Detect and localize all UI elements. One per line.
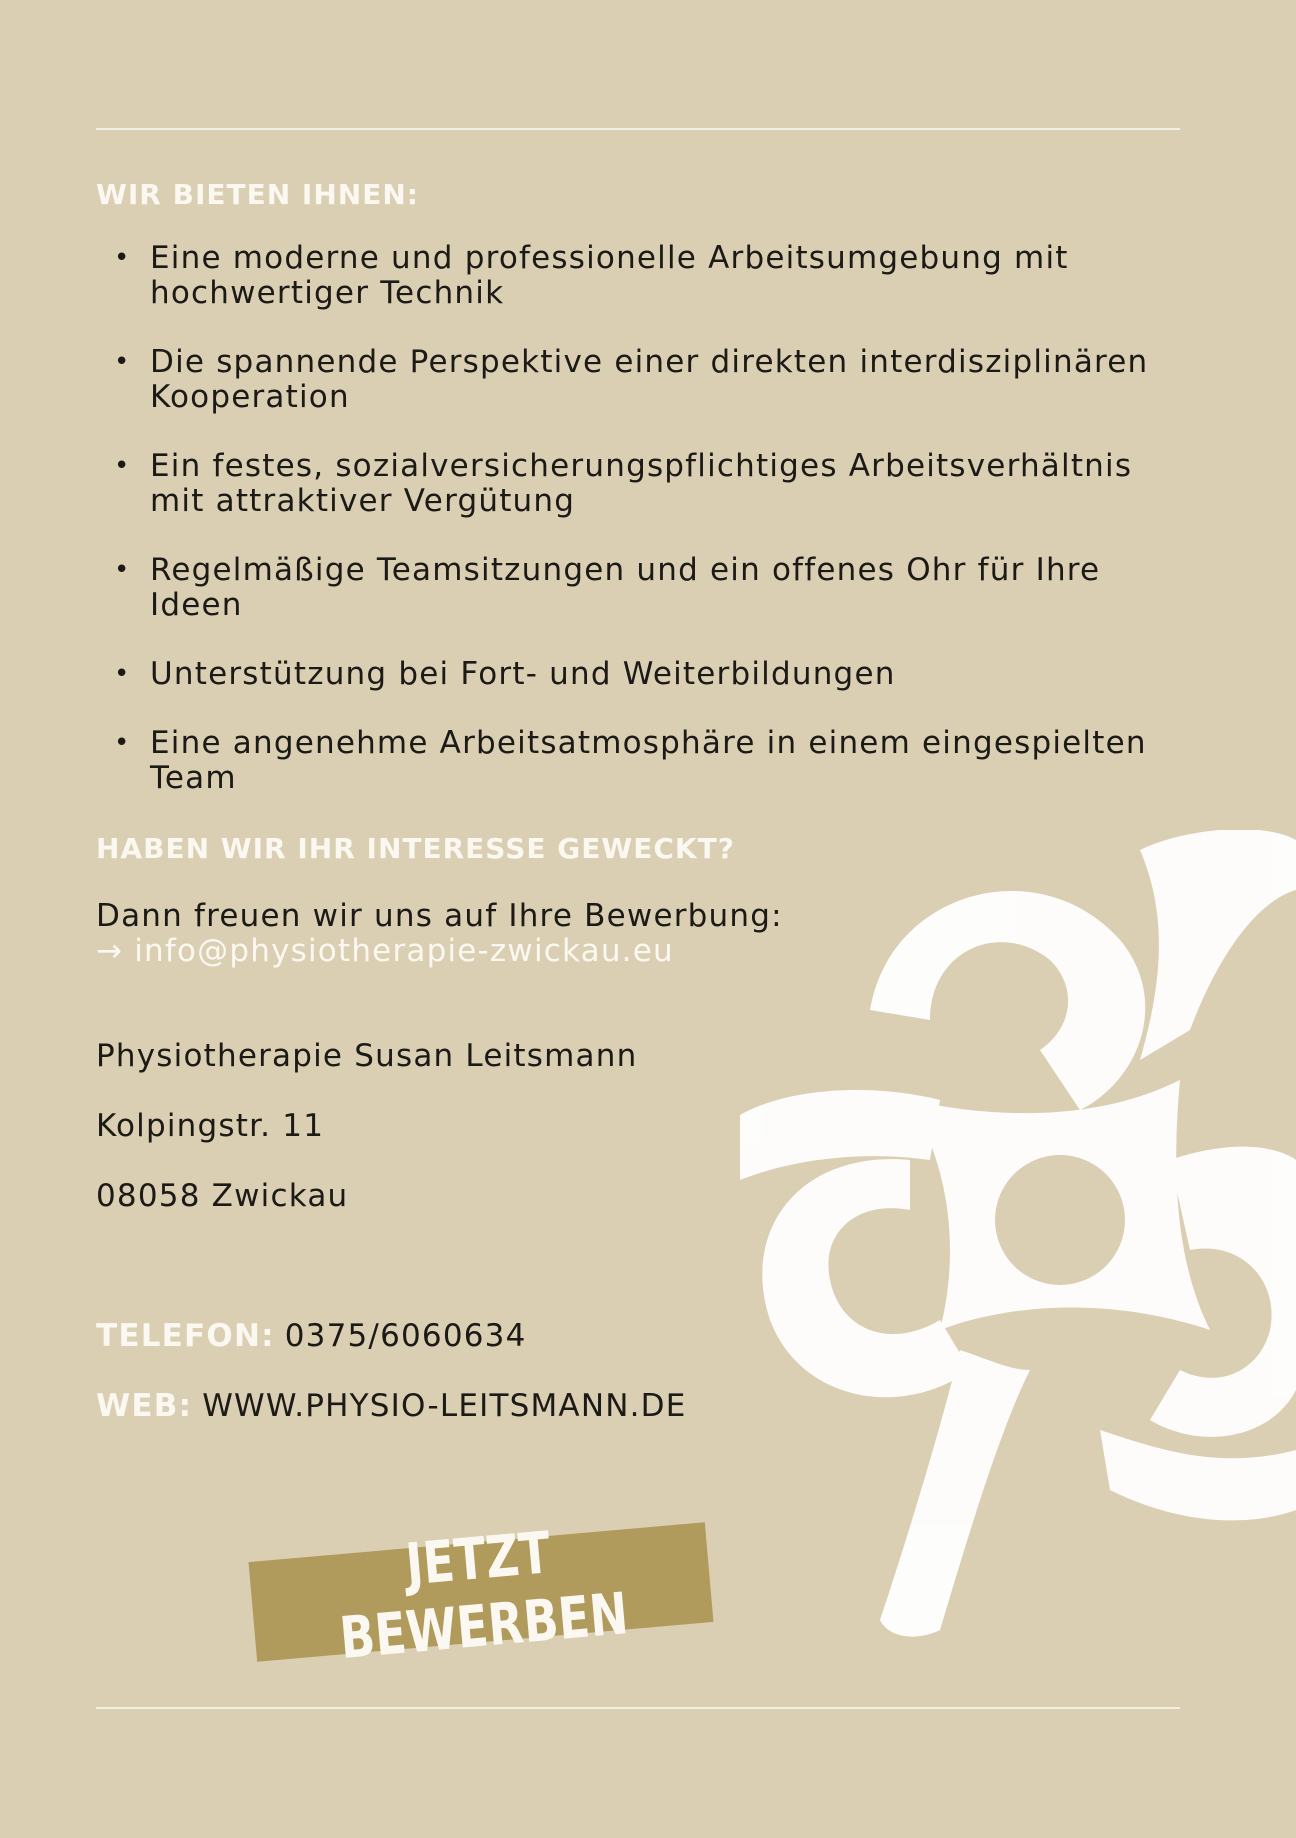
bullet-icon: • — [114, 243, 131, 273]
web-label: WEB: — [96, 1388, 193, 1424]
job-ad-content — [96, 178, 1176, 1424]
bullet-icon: • — [114, 728, 131, 758]
list-item: • Eine moderne und professionelle Arbeitsumgebung mit hochwertiger Technik — [114, 240, 1069, 311]
street-address: Kolpingstr. 11 — [96, 1108, 325, 1144]
list-item: • Eine angenehme Arbeitsatmosphäre in einem eingespielten Team — [114, 725, 1147, 796]
apply-now-label: JETZT BEWERBEN — [337, 1518, 631, 1672]
list-item: • Ein festes, sozialversicherungspflichtiges Arbeitsverhältnis mit attraktiver Vergütung — [114, 448, 1133, 519]
bullet-icon: • — [114, 659, 131, 689]
practice-name: Physiotherapie Susan Leitsmann — [96, 1038, 638, 1074]
bottom-divider — [96, 1707, 1180, 1709]
city-address: 08058 Zwickau — [96, 1178, 349, 1214]
offer-heading: WIR BIETEN IHNEN: — [96, 178, 419, 211]
application-text: Dann freuen wir uns auf Ihre Bewerbung: → info@physiotherapie-zwickau.eu — [96, 898, 783, 969]
bullet-icon: • — [114, 555, 131, 585]
phone-row — [96, 1319, 1176, 1354]
top-divider — [96, 128, 1180, 130]
list-item: • Unterstützung bei Fort- und Weiterbildungen — [114, 656, 896, 692]
list-item: • Regelmäßige Teamsitzungen und ein offenes Ohr für Ihre Ideen — [114, 552, 1101, 623]
benefits-list — [96, 241, 1176, 796]
web-row — [96, 1389, 1176, 1424]
email-link[interactable]: → info@physiotherapie-zwickau.eu — [96, 933, 674, 969]
interest-heading: HABEN WIR IHR INTERESSE GEWECKT? — [96, 832, 735, 865]
bullet-icon: • — [114, 451, 131, 481]
list-item: • Die spannende Perspektive einer direkten interdisziplinären Kooperation — [114, 344, 1149, 415]
bullet-icon: • — [114, 347, 131, 377]
phone-label: TELEFON: — [96, 1318, 275, 1354]
website-link[interactable]: WWW.PHYSIO-LEITSMANN.DE — [202, 1388, 687, 1424]
apply-now-button[interactable] — [249, 1518, 714, 1672]
phone-number[interactable]: 0375/6060634 — [284, 1318, 527, 1354]
